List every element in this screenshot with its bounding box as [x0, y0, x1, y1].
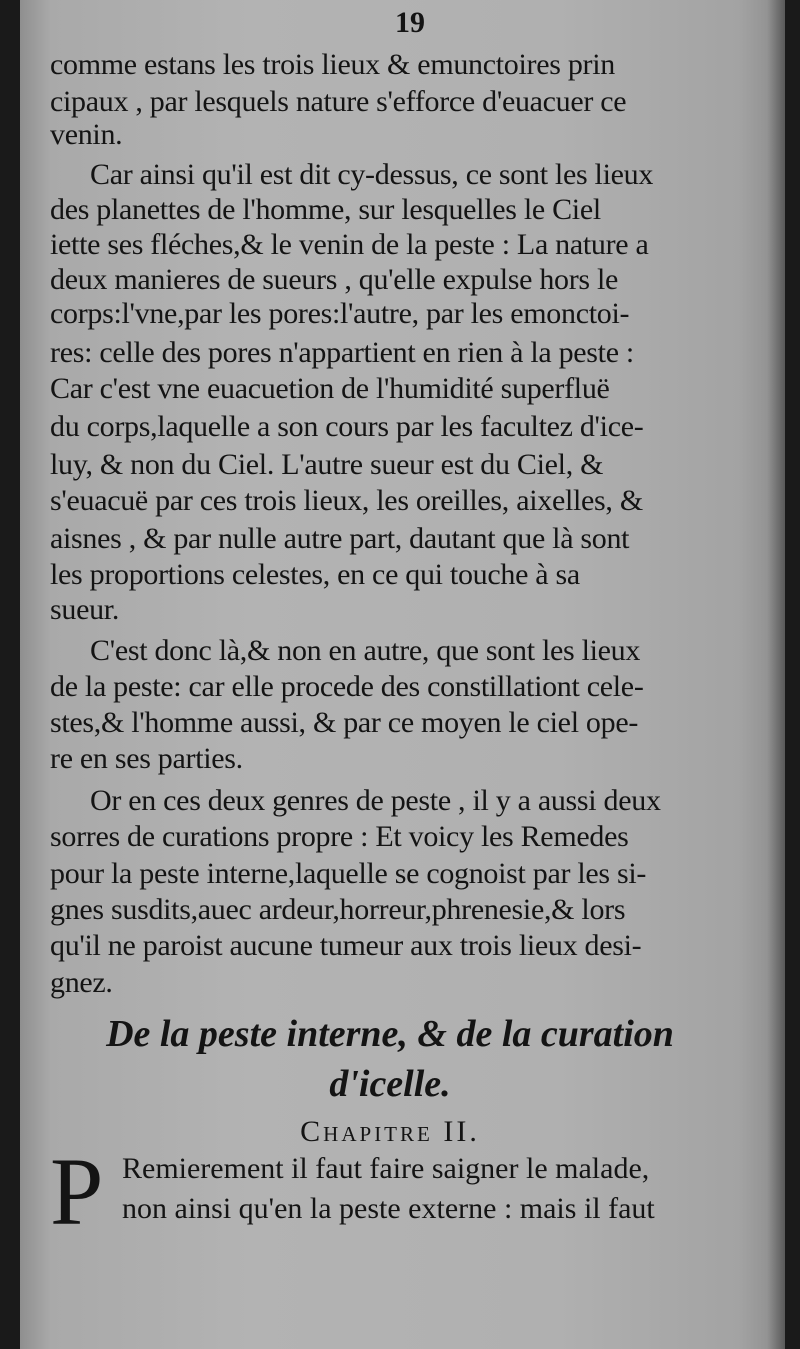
text-line: Car c'est vne euacuetion de l'humidité superfluë	[50, 372, 610, 405]
page-number: 19	[395, 6, 425, 39]
text-line: res: celle des pores n'appartient en rien à la peste :	[50, 336, 634, 369]
text-line: non ainsi qu'en la peste externe : mais il faut	[122, 1192, 655, 1225]
text-line: re en ses parties.	[50, 742, 243, 775]
text-line: Car ainsi qu'il est dit cy-dessus, ce sont les lieux	[90, 158, 654, 191]
text-line: sueur.	[50, 593, 120, 626]
text-line: stes,& l'homme aussi, & par ce moyen le ciel ope-	[50, 706, 639, 739]
text-line: Remierement il faut faire saigner le malade,	[122, 1152, 650, 1185]
text-line: s'euacuë par ces trois lieux, les oreilles, aixelles, &	[50, 484, 643, 517]
text-line: iette ses fléches,& le venin de la peste : La nature a	[50, 228, 649, 261]
text-line: les proportions celestes, en ce qui touche à sa	[50, 558, 580, 591]
text-line: C'est donc là,& non en autre, que sont les lieux	[90, 634, 641, 667]
text-line: de la peste: car elle procede des constillationt cele-	[50, 670, 644, 703]
page-edge-shadow	[767, 0, 785, 1349]
book-page	[20, 0, 785, 1349]
text-line: du corps,laquelle a son cours par les facultez d'ice-	[50, 410, 644, 443]
text-line: deux manieres de sueurs , qu'elle expulse hors le	[50, 263, 619, 296]
text-line: sorres de curations propre : Et voicy les Remedes	[50, 820, 629, 853]
text-line: gnes susdits,auec ardeur,horreur,phrenesie,& lors	[50, 893, 626, 926]
text-line: gnez.	[50, 966, 113, 999]
text-line: qu'il ne paroist aucune tumeur aux trois lieux desi-	[50, 929, 642, 962]
drop-cap: P	[50, 1138, 104, 1245]
text-line: luy, & non du Ciel. L'autre sueur est du Ciel, &	[50, 448, 604, 481]
text-line: cipaux , par lesquels nature s'efforce d'euacuer ce	[50, 85, 627, 118]
section-heading-line-2: d'icelle.	[329, 1063, 451, 1105]
text-line: venin.	[50, 118, 123, 151]
text-line: pour la peste interne,laquelle se cognoist par les si-	[50, 857, 647, 890]
text-line: des planettes de l'homme, sur lesquelles le Ciel	[50, 193, 601, 226]
chapter-label: Chapitre II.	[300, 1115, 480, 1148]
text-line: Or en ces deux genres de peste , il y a aussi deux	[90, 784, 661, 817]
text-line: aisnes , & par nulle autre part, dautant que là sont	[50, 522, 630, 555]
text-line: corps:l'vne,par les pores:l'autre, par les emonctoi-	[50, 297, 630, 330]
section-heading: De la peste interne, & de la curation	[106, 1013, 674, 1055]
text-line: comme estans les trois lieux & emunctoires prin	[50, 48, 615, 81]
